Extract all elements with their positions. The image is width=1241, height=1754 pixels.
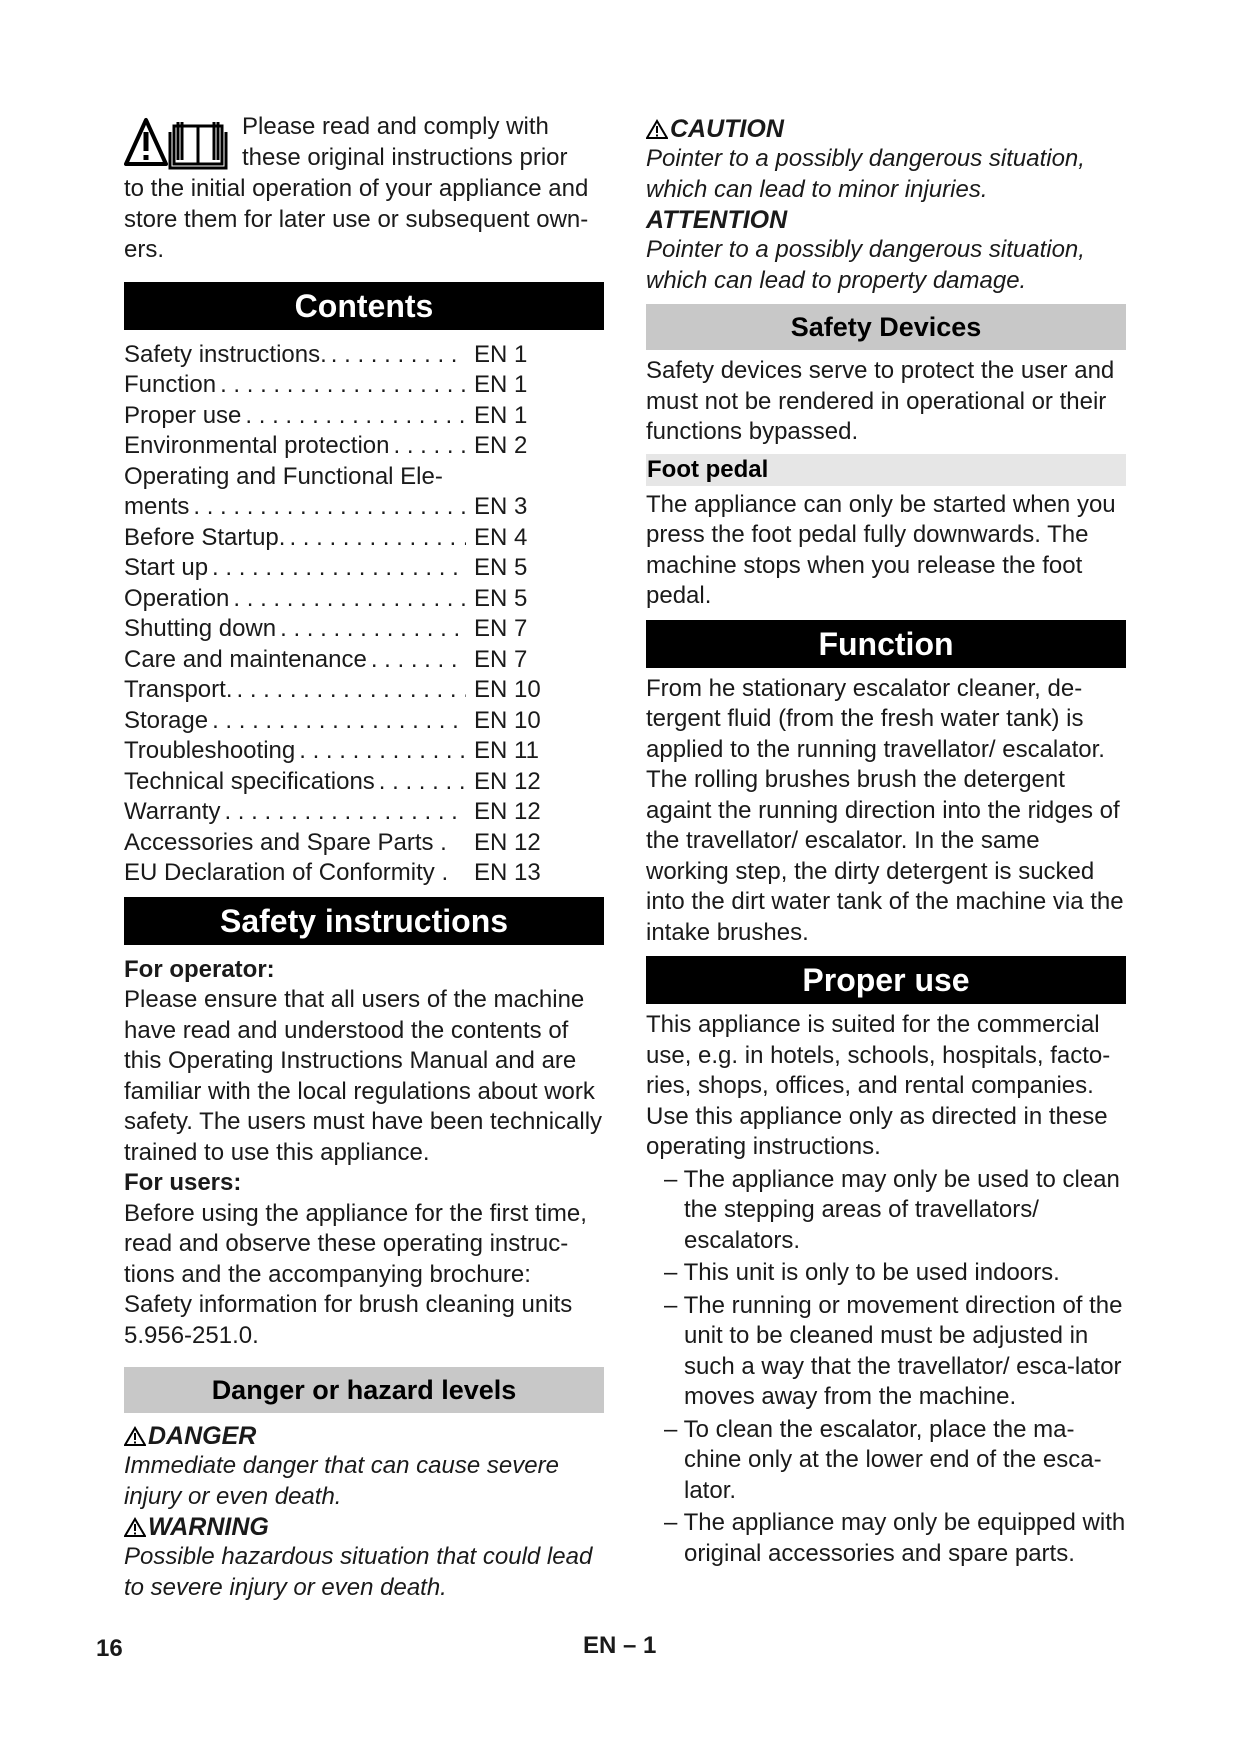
list-item: – The appliance may only be used to clean the stepping areas of travellators/ escalators. <box>646 1165 1126 1257</box>
warning-label: WARNING <box>124 1512 604 1542</box>
toc-entry: Environmental protection . . . EN 2 <box>124 431 544 462</box>
safety-devices-text: Safety devices serve to protect the user and must not be rendered in operational or their functions bypassed. <box>646 357 1115 445</box>
table-of-contents <box>124 340 604 889</box>
warning-triangle-icon <box>126 120 166 164</box>
for-users-label: For users: <box>124 1169 242 1196</box>
for-operator-label: For operator: <box>124 955 275 983</box>
caution-label: CAUTION <box>646 114 1126 144</box>
warning-small-icon <box>646 119 668 139</box>
toc-entry: Troubleshooting . . . EN 11 <box>124 736 544 767</box>
toc-entry: Operation . . . EN 5 <box>124 584 544 615</box>
contents-heading: Contents <box>124 282 604 330</box>
manual-book-icon <box>170 122 226 168</box>
intro-text: to the initial operation of your appliance and store them for later use or subsequent own-ers. <box>124 175 589 263</box>
proper-use-list <box>646 1165 1126 1570</box>
toc-entry: EU Declaration of Conformity . EN 13 <box>124 859 541 886</box>
toc-entry: ments . . . EN 3 <box>124 492 544 523</box>
warning-text: Possible hazardous situation that could lead to severe injury or even death. <box>124 1543 593 1601</box>
toc-entry: Before Startup. . . . EN 4 <box>124 523 544 554</box>
danger-label: DANGER <box>124 1421 604 1451</box>
toc-entry: Start up . . . EN 5 <box>124 553 544 584</box>
toc-entry: Safety instructions. . . . EN 1 <box>124 340 544 371</box>
toc-entry: Accessories and Spare Parts . EN 12 <box>124 828 541 856</box>
attention-text: Pointer to a possibly dangerous situation, which can lead to property damage. <box>646 236 1085 294</box>
list-item: – To clean the escalator, place the ma-chine only at the lower end of the esca-lator. <box>646 1415 1126 1507</box>
toc-entry-line1: Operating and Functional Ele- <box>124 462 443 490</box>
proper-use-text: This appliance is suited for the commercial use, e.g. in hotels, schools, hospitals, facto-ries, shops, offices, and rental companies. Use this appliance only as directed in these operating instructions. <box>646 1011 1111 1160</box>
users-text: Before using the appliance for the first time, read and observe these operating instruc-tions and the accompanying brochure: Safety information for brush cleaning units 5.956-251.0. <box>124 1199 587 1349</box>
safety-devices-heading: Safety Devices <box>646 304 1126 350</box>
foot-pedal-text: The appliance can only be started when you press the foot pedal fully downwards. The machine stops when you release the foot pedal. <box>646 490 1116 609</box>
toc-entry: Technical specifications . . . EN 12 <box>124 767 544 798</box>
toc-entry: Function . . . EN 1 <box>124 370 544 401</box>
warning-small-icon <box>124 1517 146 1537</box>
foot-pedal-heading: Foot pedal <box>646 454 1126 486</box>
toc-entry: Transport. . . . EN 10 <box>124 675 544 706</box>
warning-small-icon <box>124 1426 146 1446</box>
attention-label: ATTENTION <box>646 206 788 234</box>
list-item: – The running or movement direction of the unit to be cleaned must be adjusted in such a way that the travellator/ esca-lator moves away from the machine. <box>646 1291 1126 1413</box>
toc-entry: Shutting down . . . EN 7 <box>124 614 544 645</box>
left-column <box>124 112 604 1603</box>
intro-line-2: these original instructions prior <box>242 143 568 171</box>
right-column <box>646 114 1126 1571</box>
toc-entry: Care and maintenance . . . EN 7 <box>124 645 544 676</box>
section-page-label: EN – 1 <box>583 1632 657 1659</box>
intro-notice <box>124 112 604 266</box>
function-heading: Function <box>646 620 1126 668</box>
list-item: – This unit is only to be used indoors. <box>646 1258 1126 1289</box>
danger-text: Immediate danger that can cause severe injury or even death. <box>124 1452 559 1510</box>
toc-entry: Warranty . . . EN 12 <box>124 797 544 828</box>
function-text: From he stationary escalator cleaner, de-tergent fluid (from the fresh water tank) is applied to the running travellator/ escalator. The rolling brushes brush the detergent againt the running direction into the ridges of the travellator/ escalator. In the same working step, the dirty detergent is sucked into the dirt water tank of the machine via the intake brushes. <box>646 674 1124 946</box>
safety-instructions-heading: Safety instructions <box>124 897 604 945</box>
intro-line-1: Please read and comply with <box>242 113 549 140</box>
operator-text: Please ensure that all users of the machine have read and understood the contents of this Operating Instructions Manual and are familiar with the local regulations about work safety. The users must have been technically trained to use this appliance. <box>124 986 603 1166</box>
toc-entry: Proper use . . . EN 1 <box>124 401 544 432</box>
warning-manual-icons <box>124 116 236 174</box>
toc-entry: Storage . . . EN 10 <box>124 706 544 737</box>
list-item: – The appliance may only be equipped with original accessories and spare parts. <box>646 1508 1126 1569</box>
caution-text: Pointer to a possibly dangerous situation, which can lead to minor injuries. <box>646 145 1085 203</box>
proper-use-heading: Proper use <box>646 956 1126 1004</box>
page-number: 16 <box>96 1635 123 1662</box>
hazard-levels-heading: Danger or hazard levels <box>124 1367 604 1413</box>
